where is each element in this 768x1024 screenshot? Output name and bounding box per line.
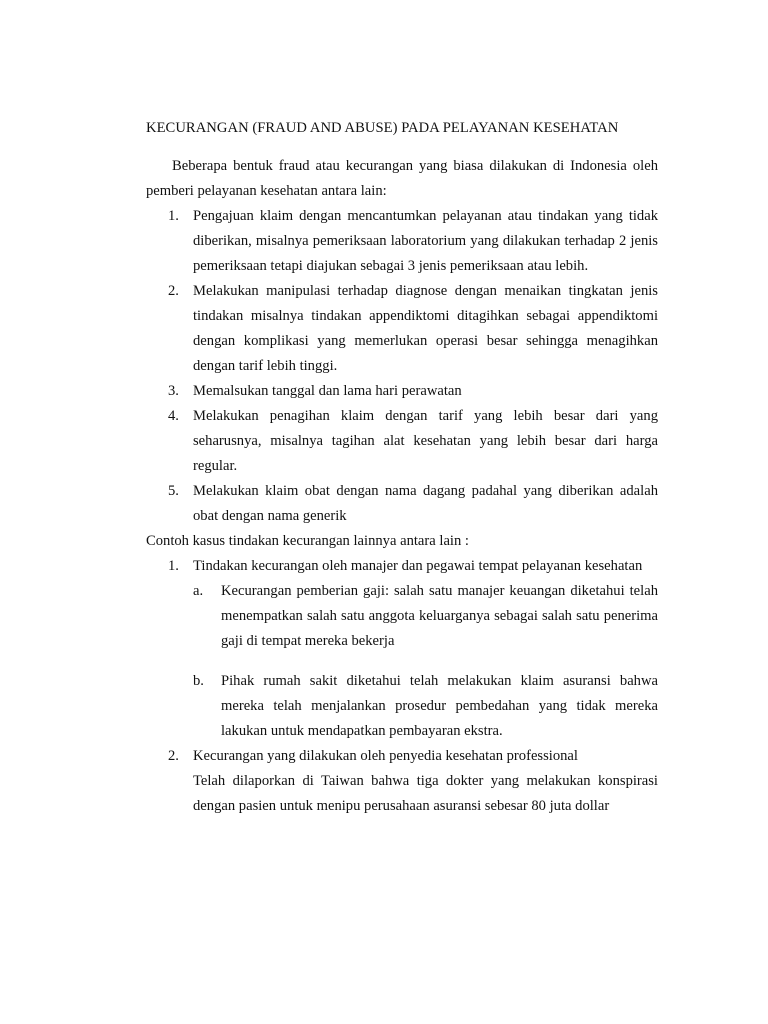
list-item-text: Melakukan manipulasi terhadap diagnose dengan menaikan tingkatan jenis tindakan misalnya tindakan appendiktomi ditagihkan sebagai appendiktomi dengan komplikasi yang memerlukan operasi besar sehingga menagihkan dengan tarif lebih tinggi. bbox=[193, 283, 658, 374]
list-item bbox=[146, 379, 658, 404]
list-item-number: 2. bbox=[168, 748, 179, 764]
list-item-number: 4. bbox=[168, 408, 179, 424]
document-title: KECURANGAN (FRAUD AND ABUSE) PADA PELAYANAN KESEHATAN bbox=[146, 120, 619, 136]
list-item bbox=[146, 204, 658, 279]
list-item bbox=[146, 279, 658, 379]
intro-paragraph: Beberapa bentuk fraud atau kecurangan yang biasa dilakukan di Indonesia oleh pemberi pelayanan kesehatan antara lain: bbox=[146, 158, 658, 199]
list-item bbox=[146, 404, 658, 479]
fraud-forms-list bbox=[146, 204, 658, 529]
list-item-number: 1. bbox=[168, 558, 179, 574]
list-item-text: Tindakan kecurangan oleh manajer dan pegawai tempat pelayanan kesehatan bbox=[193, 558, 643, 574]
list-item-number: 5. bbox=[168, 483, 179, 499]
list-item-text: Melakukan penagihan klaim dengan tarif yang lebih besar dari yang seharusnya, misalnya tagihan alat kesehatan yang lebih besar dari harga regular. bbox=[193, 408, 658, 474]
document-page bbox=[146, 116, 658, 819]
sub-list-item bbox=[193, 579, 658, 654]
sub-list-item bbox=[193, 669, 658, 744]
list-item bbox=[146, 479, 658, 529]
list-item-paragraph: Telah dilaporkan di Taiwan bahwa tiga dokter yang melakukan konspirasi dengan pasien untuk menipu perusahaan asuransi sebesar 80 juta dollar bbox=[193, 773, 658, 814]
section-heading: Contoh kasus tindakan kecurangan lainnya antara lain : bbox=[146, 533, 469, 549]
list-item-number: 2. bbox=[168, 283, 179, 299]
sub-item-text: Kecurangan pemberian gaji: salah satu manajer keuangan diketahui telah menempatkan salah satu anggota keluarganya sebagai salah satu penerima gaji di tempat mereka bekerja bbox=[221, 583, 658, 649]
list-item-text: Kecurangan yang dilakukan oleh penyedia kesehatan professional bbox=[193, 748, 578, 764]
list-item-text: Memalsukan tanggal dan lama hari perawatan bbox=[193, 383, 462, 399]
sub-list bbox=[193, 579, 658, 744]
list-item bbox=[146, 554, 658, 744]
list-item-text: Pengajuan klaim dengan mencantumkan pelayanan atau tindakan yang tidak diberikan, misalnya pemeriksaan laboratorium yang dilakukan terhadap 2 jenis pemeriksaan tetapi diajukan sebagai 3 jenis pemeriksaan atau lebih. bbox=[193, 208, 658, 274]
sub-item-letter: b. bbox=[193, 673, 204, 689]
list-item-text: Melakukan klaim obat dengan nama dagang padahal yang diberikan adalah obat dengan nama generik bbox=[193, 483, 658, 524]
list-item bbox=[146, 744, 658, 819]
list-item-number: 1. bbox=[168, 208, 179, 224]
sub-item-letter: a. bbox=[193, 583, 204, 599]
fraud-cases-list bbox=[146, 554, 658, 819]
sub-item-text: Pihak rumah sakit diketahui telah melakukan klaim asuransi bahwa mereka telah menjalankan prosedur pembedahan yang tidak mereka lakukan untuk mendapatkan pembayaran ekstra. bbox=[221, 673, 658, 739]
list-item-number: 3. bbox=[168, 383, 179, 399]
